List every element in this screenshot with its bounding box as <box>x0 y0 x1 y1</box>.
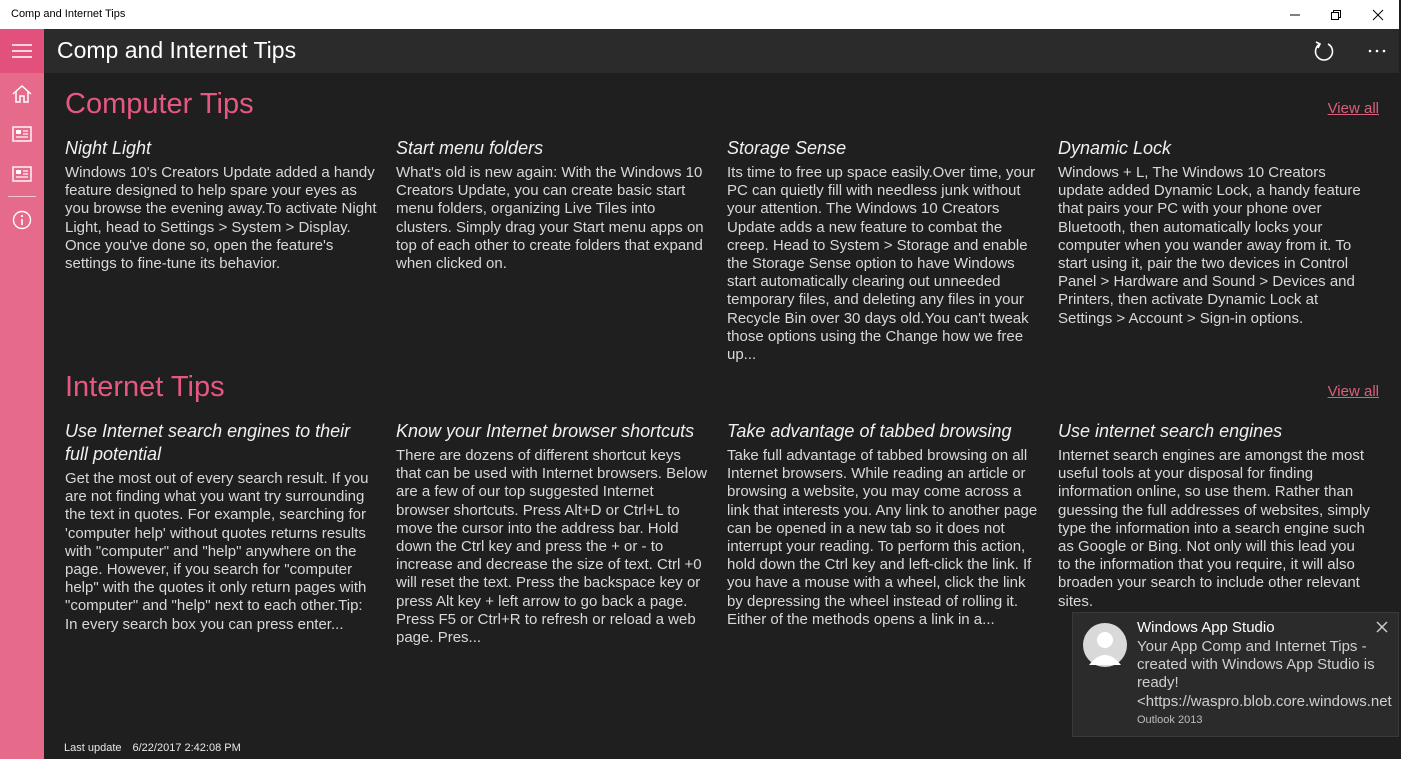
tip-card-body: What's old is new again: With the Windows 10 Creators Update, you can create basic start menu folders, organizing Live Tiles into clusters. Simply drag your Start menu apps on top of each other to create folders that expand when clicked on. <box>396 164 704 273</box>
toast-source: Outlook 2013 <box>1137 714 1203 726</box>
tip-card[interactable] <box>727 137 1039 364</box>
last-update-value: 6/22/2017 2:42:08 PM <box>132 742 241 754</box>
tip-card-title: Take advantage of tabbed browsing <box>727 421 1012 441</box>
tip-card[interactable] <box>727 420 1039 628</box>
toast-url: <https://waspro.blob.core.windows.net <box>1137 692 1392 710</box>
tip-card[interactable] <box>65 137 377 273</box>
computer-tips-icon <box>12 126 32 142</box>
sidebar-item-computer-tips[interactable] <box>0 114 44 154</box>
tip-card-body: Internet search engines are amongst the most useful tools at your disposal for finding information online, so use them. Rather than guessing the full addresses of websites, simply type the information into a search engine such as Google or Bing. Not only will this lead you to the information that you require, it will also broaden your search to include other relevant sites. <box>1058 447 1370 610</box>
hamburger-icon <box>12 43 32 59</box>
tip-card-title: Dynamic Lock <box>1058 138 1172 158</box>
window-title: Comp and Internet Tips <box>11 8 126 20</box>
app-title: Comp and Internet Tips <box>57 37 297 63</box>
toast-title: Windows App Studio <box>1137 619 1275 636</box>
tip-card[interactable] <box>65 420 377 633</box>
close-icon <box>1373 10 1383 20</box>
tip-card-title: Start menu folders <box>396 138 544 158</box>
window-titlebar <box>0 0 1399 29</box>
refresh-icon <box>1313 40 1335 62</box>
tip-card[interactable] <box>396 137 708 273</box>
toast-notification[interactable] <box>1072 612 1399 737</box>
person-icon <box>1083 623 1127 667</box>
minimize-button[interactable] <box>1272 0 1318 29</box>
tip-card-body: There are dozens of different shortcut keys that can be used with Internet browsers. Below are a few of our top suggested Internet browser shortcuts. Press Alt+D or Ctrl+L to move the cursor into the address bar. Hold down the Ctrl key and press the + or - to increase and decrease the size of text. Ctrl +0 will reset the text. Press the backspace key or press Alt key + left arrow to go back a page. Press F5 or Ctrl+R to refresh or reload a web page. Pres... <box>396 447 708 647</box>
toast-body: Your App Comp and Internet Tips - created with Windows App Studio is ready! <box>1137 638 1375 692</box>
tip-card-title: Storage Sense <box>727 138 847 158</box>
sidebar-item-home[interactable] <box>0 74 44 114</box>
hamburger-button[interactable] <box>0 29 44 73</box>
tip-card-body: Take full advantage of tabbed browsing on all Internet browsers. While reading an article or browsing a website, you may come across a link that interests you. Any link to another page can be opened in a new tab so it does not interrupt your reading. To perform this action, hold down the Ctrl key and left-click the link. If you have a mouse with a wheel, click the link by depressing the wheel instead of rolling it. Either of the methods opens a link in a... <box>727 447 1038 628</box>
close-window-button[interactable] <box>1355 0 1401 29</box>
refresh-button[interactable] <box>1308 35 1340 67</box>
home-icon <box>12 85 32 103</box>
tip-card-body: Windows 10's Creators Update added a handy feature designed to help spare your eyes as you browse the evening away.To activate Night Light, head to Settings > System > Display. Once you've done so, open the feature's settings to fine-tune its behavior. <box>65 164 377 273</box>
last-update <box>64 742 241 754</box>
sidebar-divider <box>8 196 36 197</box>
last-update-label: Last update <box>64 742 122 754</box>
tip-card-body: Get the most out of every search result. If you are not finding what you want try surrounding the text in quotes. For example, searching for 'computer help' without quotes returns results with "computer" and "help" anywhere on the page. However, if you search for "computer help" with the quotes it only return pages with "computer" and "help" next to each other.Tip: In every search box you can press enter... <box>65 470 369 633</box>
toast-close-button[interactable] <box>1374 619 1390 635</box>
tip-card[interactable] <box>1058 420 1370 611</box>
app-header <box>44 29 1399 73</box>
sidebar-item-internet-tips[interactable] <box>0 154 44 194</box>
restore-button[interactable] <box>1313 0 1359 29</box>
more-icon <box>1368 48 1386 54</box>
tip-card-title: Night Light <box>65 138 152 158</box>
tip-card-title: Know your Internet browser shortcuts <box>396 421 695 441</box>
tip-card[interactable] <box>396 420 708 647</box>
tip-card[interactable] <box>1058 137 1370 328</box>
tip-card-body: Windows + L, The Windows 10 Creators update added Dynamic Lock, a handy feature that pairs your PC with your phone over Bluetooth, then automatically locks your computer when you wander away from it. To start using it, pair the two devices in Control Panel > Hardware and Sound > Devices and Printers, then activate Dynamic Lock at Settings > Account > Sign-in options. <box>1058 164 1361 327</box>
section-title-internet-tips: Internet Tips <box>65 371 225 403</box>
tip-card-title: Use Internet search engines to their full potential <box>65 421 351 464</box>
sidebar-item-about[interactable] <box>0 200 44 240</box>
internet-tips-icon <box>12 166 32 182</box>
restore-icon <box>1331 10 1341 20</box>
nav-sidebar <box>0 29 44 759</box>
tip-card-title: Use internet search engines <box>1058 421 1283 441</box>
minimize-icon <box>1290 10 1300 20</box>
tip-card-body: Its time to free up space easily.Over time, your PC can quietly fill with needless junk without your attention. The Windows 10 Creators Update adds a new feature to combat the creep. Head to System > Storage and enable the Storage Sense option to have Windows start automatically clearing out unneeded temporary files, and deleting any files in your Recycle Bin over 30 days old.You can't tweak those options using the Change how we free up... <box>727 164 1036 364</box>
view-all-internet-tips[interactable]: View all <box>1327 383 1379 400</box>
avatar <box>1083 623 1127 667</box>
info-icon <box>12 210 32 230</box>
view-all-computer-tips[interactable]: View all <box>1327 100 1379 117</box>
more-button[interactable] <box>1361 35 1393 67</box>
close-icon <box>1374 619 1390 635</box>
section-title-computer-tips: Computer Tips <box>65 88 254 120</box>
